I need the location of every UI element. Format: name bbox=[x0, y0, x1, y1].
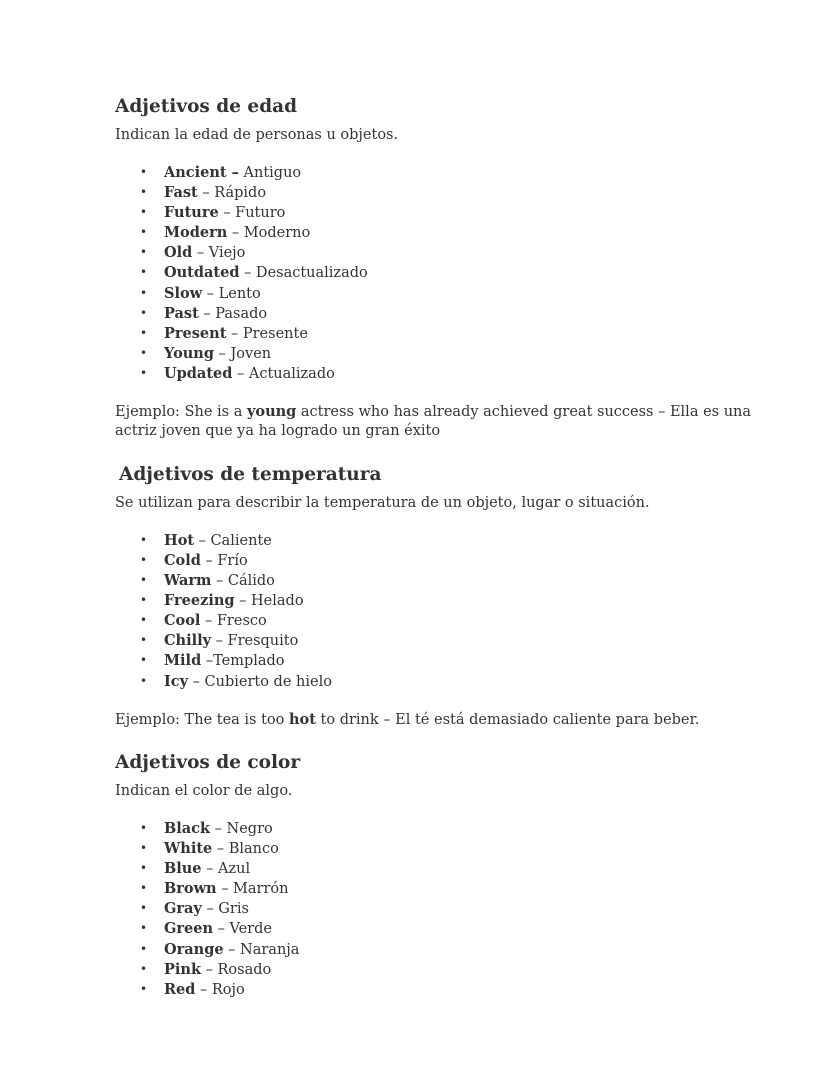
section-heading: Adjetivos de edad bbox=[115, 96, 298, 117]
spanish-translation: – Fresquito bbox=[211, 633, 299, 650]
section-intro: Indican el color de algo. bbox=[115, 783, 293, 799]
list-item bbox=[164, 163, 755, 183]
spanish-translation: – Presente bbox=[226, 325, 308, 342]
spanish-translation: – Moderno bbox=[227, 225, 311, 242]
english-word: Pink bbox=[164, 960, 202, 978]
spanish-translation: – Gris bbox=[201, 901, 249, 918]
list-item bbox=[164, 940, 755, 960]
document-page bbox=[115, 94, 755, 1018]
spanish-translation: – Pasado bbox=[198, 305, 268, 322]
spanish-translation: – Cubierto de hielo bbox=[188, 673, 332, 690]
section-temperature-adjectives bbox=[115, 462, 755, 730]
list-item bbox=[164, 203, 755, 223]
spanish-translation: – Fresco bbox=[200, 613, 267, 630]
english-word: Gray bbox=[164, 900, 202, 918]
list-item bbox=[164, 672, 755, 692]
english-word: Present bbox=[164, 324, 227, 342]
spanish-translation: Antiguo bbox=[238, 165, 302, 181]
spanish-translation: – Rojo bbox=[195, 981, 245, 998]
section-heading: Adjetivos de temperatura bbox=[119, 463, 382, 485]
list-item bbox=[164, 899, 755, 919]
spanish-translation: – Helado bbox=[234, 593, 304, 610]
spanish-translation: – Blanco bbox=[212, 841, 279, 858]
english-word: Orange bbox=[164, 940, 224, 958]
english-word: Green bbox=[164, 920, 214, 938]
english-word: Updated bbox=[164, 364, 233, 382]
english-word: Ancient – bbox=[164, 164, 239, 181]
english-word: Cold bbox=[164, 551, 201, 569]
list-item bbox=[164, 183, 755, 203]
example-bold-word: hot bbox=[289, 710, 316, 728]
vocab-list bbox=[115, 531, 755, 692]
list-item bbox=[164, 651, 755, 671]
english-word: Old bbox=[164, 244, 193, 262]
english-word: Hot bbox=[164, 531, 195, 549]
section-intro: Se utilizan para describir la temperatura de un objeto, lugar o situación. bbox=[115, 494, 650, 511]
list-item bbox=[164, 531, 755, 551]
spanish-translation: – Negro bbox=[210, 821, 273, 837]
list-item bbox=[164, 304, 755, 324]
example-text: actress who has already achieved great success – Ella es una actriz joven que ya ha logrado un gran éxito bbox=[115, 404, 752, 440]
list-item bbox=[164, 631, 755, 651]
list-item bbox=[164, 284, 755, 304]
english-word: Chilly bbox=[164, 632, 212, 650]
spanish-translation: – Desactualizado bbox=[239, 265, 368, 282]
example-text: to drink – El té está demasiado caliente para beber. bbox=[315, 711, 700, 728]
spanish-translation: – Futuro bbox=[218, 205, 286, 222]
english-word: Red bbox=[164, 980, 196, 998]
list-item bbox=[164, 571, 755, 591]
spanish-translation: – Marrón bbox=[216, 881, 289, 898]
english-word: Slow bbox=[164, 284, 203, 302]
spanish-translation: – Lento bbox=[202, 285, 261, 302]
vocab-list bbox=[115, 819, 755, 1000]
list-item bbox=[164, 364, 755, 384]
example-text: Ejemplo: The tea is too bbox=[115, 711, 289, 728]
english-word: Freezing bbox=[164, 592, 235, 610]
english-word: White bbox=[164, 840, 213, 858]
list-item bbox=[164, 919, 755, 939]
list-item bbox=[164, 551, 755, 571]
english-word: Warm bbox=[164, 572, 212, 590]
example-sentence bbox=[115, 710, 755, 730]
english-word: Outdated bbox=[164, 264, 240, 282]
list-item bbox=[164, 879, 755, 899]
list-item bbox=[164, 839, 755, 859]
example-sentence bbox=[115, 402, 755, 442]
section-age-adjectives bbox=[115, 94, 755, 442]
example-bold-word: young bbox=[246, 403, 297, 421]
spanish-translation: – Azul bbox=[201, 861, 251, 878]
english-word: Brown bbox=[164, 880, 217, 898]
spanish-translation: – Frío bbox=[200, 552, 248, 569]
spanish-translation: – Caliente bbox=[194, 532, 272, 549]
list-item bbox=[164, 980, 755, 1000]
section-color-adjectives bbox=[115, 750, 755, 1000]
spanish-translation: – Verde bbox=[213, 921, 272, 938]
spanish-translation: – Actualizado bbox=[232, 365, 335, 382]
spanish-translation: – Naranja bbox=[223, 941, 300, 958]
list-item bbox=[164, 243, 755, 263]
section-heading: Adjetivos de color bbox=[115, 752, 301, 773]
english-word: Icy bbox=[164, 672, 189, 690]
english-word: Black bbox=[164, 820, 211, 837]
english-word: Blue bbox=[164, 860, 202, 878]
english-word: Past bbox=[164, 304, 199, 322]
spanish-translation: –Templado bbox=[201, 653, 285, 670]
list-item bbox=[164, 344, 755, 364]
spanish-translation: – Rosado bbox=[201, 961, 272, 978]
list-item bbox=[164, 819, 755, 839]
spanish-translation: – Viejo bbox=[192, 245, 246, 262]
english-word: Fast bbox=[164, 184, 198, 202]
example-text: Ejemplo: She is a bbox=[115, 404, 247, 421]
spanish-translation: – Joven bbox=[214, 345, 272, 362]
list-item bbox=[164, 263, 755, 283]
list-item bbox=[164, 324, 755, 344]
english-word: Future bbox=[164, 204, 219, 222]
list-item bbox=[164, 859, 755, 879]
list-item bbox=[164, 223, 755, 243]
english-word: Modern bbox=[164, 224, 228, 242]
english-word: Young bbox=[164, 344, 214, 362]
english-word: Mild bbox=[164, 652, 202, 670]
section-intro: Indican la edad de personas u objetos. bbox=[115, 127, 399, 143]
list-item bbox=[164, 960, 755, 980]
spanish-translation: – Rápido bbox=[197, 185, 267, 202]
spanish-translation: – Cálido bbox=[211, 573, 275, 590]
english-word: Cool bbox=[164, 612, 201, 630]
list-item bbox=[164, 611, 755, 631]
vocab-list bbox=[115, 163, 755, 384]
list-item bbox=[164, 591, 755, 611]
